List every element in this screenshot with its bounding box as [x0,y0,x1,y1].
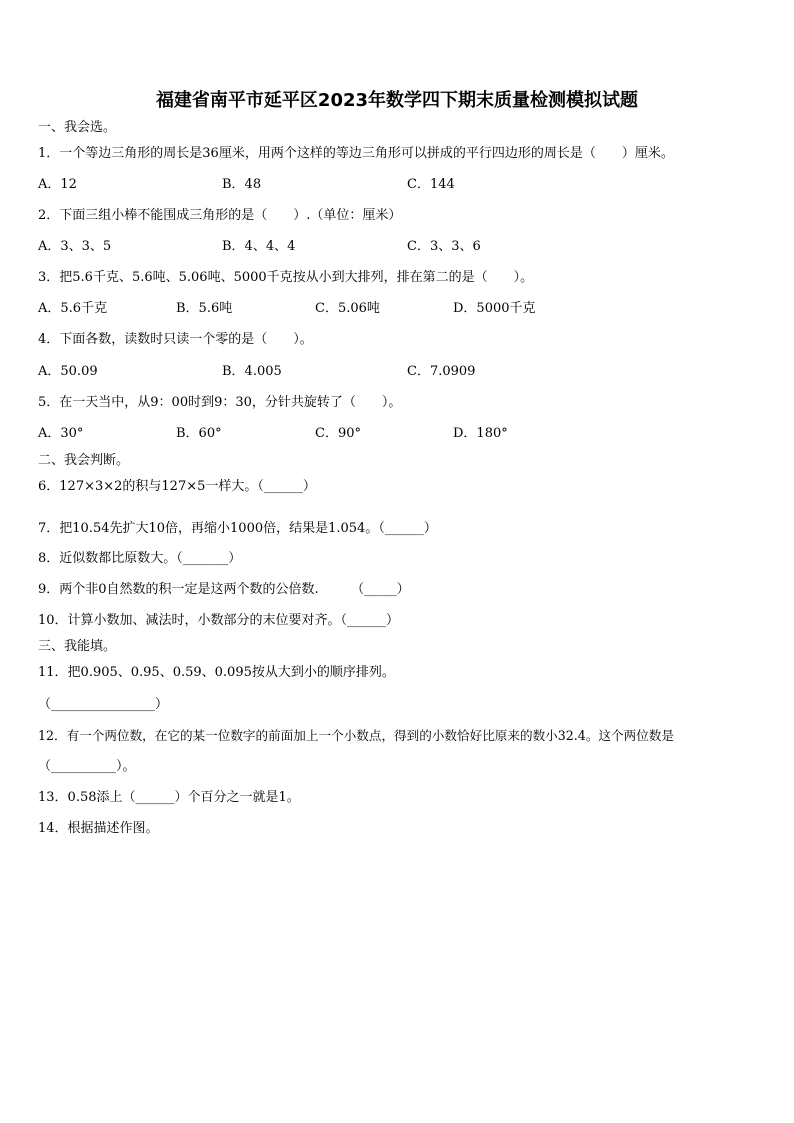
question-2: 2．下面三组小棒不能围成三角形的是（ ）.（单位：厘米） [38,208,402,223]
question-4: 4．下面各数，读数时只读一个零的是（ ）。 [38,332,313,347]
question-5-option-b: B．60° [176,426,222,441]
question-6: 6．127×3×2的积与127×5一样大。（______） [38,479,316,494]
question-3-option-c: C．5.06吨 [315,301,380,316]
question-2-option-a: A．3、3、5 [38,239,112,254]
question-10: 10．计算小数加、减法时，小数部分的末位要对齐。（______） [38,613,400,628]
question-1-option-a: A．12 [38,177,77,192]
question-3-option-a: A．5.6千克 [38,301,108,316]
section-heading-fill: 三、我能填。 [38,639,117,654]
question-5-option-a: A．30° [38,426,84,441]
question-5-option-d: D．180° [453,426,508,441]
question-4-option-a: A．50.09 [38,364,98,379]
question-2-option-b: B．4、4、4 [222,239,296,254]
page-title: 福建省南平市延平区2023年数学四下期末质量检测模拟试题 [155,90,639,111]
question-2-option-c: C．3、3、6 [407,239,481,254]
question-3-option-b: B．5.6吨 [176,301,233,316]
question-8: 8．近似数都比原数大。（_______） [38,551,242,566]
question-1-option-c: C．144 [407,177,455,192]
question-12: 12．有一个两位数，在它的某一位数字的前面加上一个小数点，得到的小数恰好比原来的数小32.4。这个两位数是 [38,728,674,743]
question-5-option-c: C．90° [315,426,361,441]
question-4-option-c: C．7.0909 [407,364,476,379]
question-12-blank: （__________）。 [38,759,136,774]
question-1-option-b: B．48 [222,177,262,192]
question-1: 1．一个等边三角形的周长是36厘米，用两个这样的等边三角形可以拼成的平行四边形的周长是（ ）厘米。 [38,146,674,161]
question-7: 7．把10.54先扩大10倍，再缩小1000倍，结果是1.054。（______） [38,521,437,536]
question-13: 13．0.58添上（______）个百分之一就是1。 [38,790,300,805]
question-11: 11．把0.905、0.95、0.59、0.095按从大到小的顺序排列。 [38,665,395,680]
question-11-blank: （________________） [38,697,169,712]
question-4-option-b: B．4.005 [222,364,282,379]
question-5: 5．在一天当中，从9：00时到9：30，分针共旋转了（ ）。 [38,395,402,410]
section-heading-judge: 二、我会判断。 [38,453,130,468]
section-heading-choose: 一、我会选。 [38,120,117,135]
question-3-option-d: D．5000千克 [453,301,536,316]
question-14: 14．根据描述作图。 [38,821,159,836]
question-3: 3．把5.6千克、5.6吨、5.06吨、5000千克按从小到大排列，排在第二的是（ ）。 [38,270,534,285]
question-9: 9．两个非0自然数的积一定是这两个数的公倍数. （_____） [38,582,410,597]
